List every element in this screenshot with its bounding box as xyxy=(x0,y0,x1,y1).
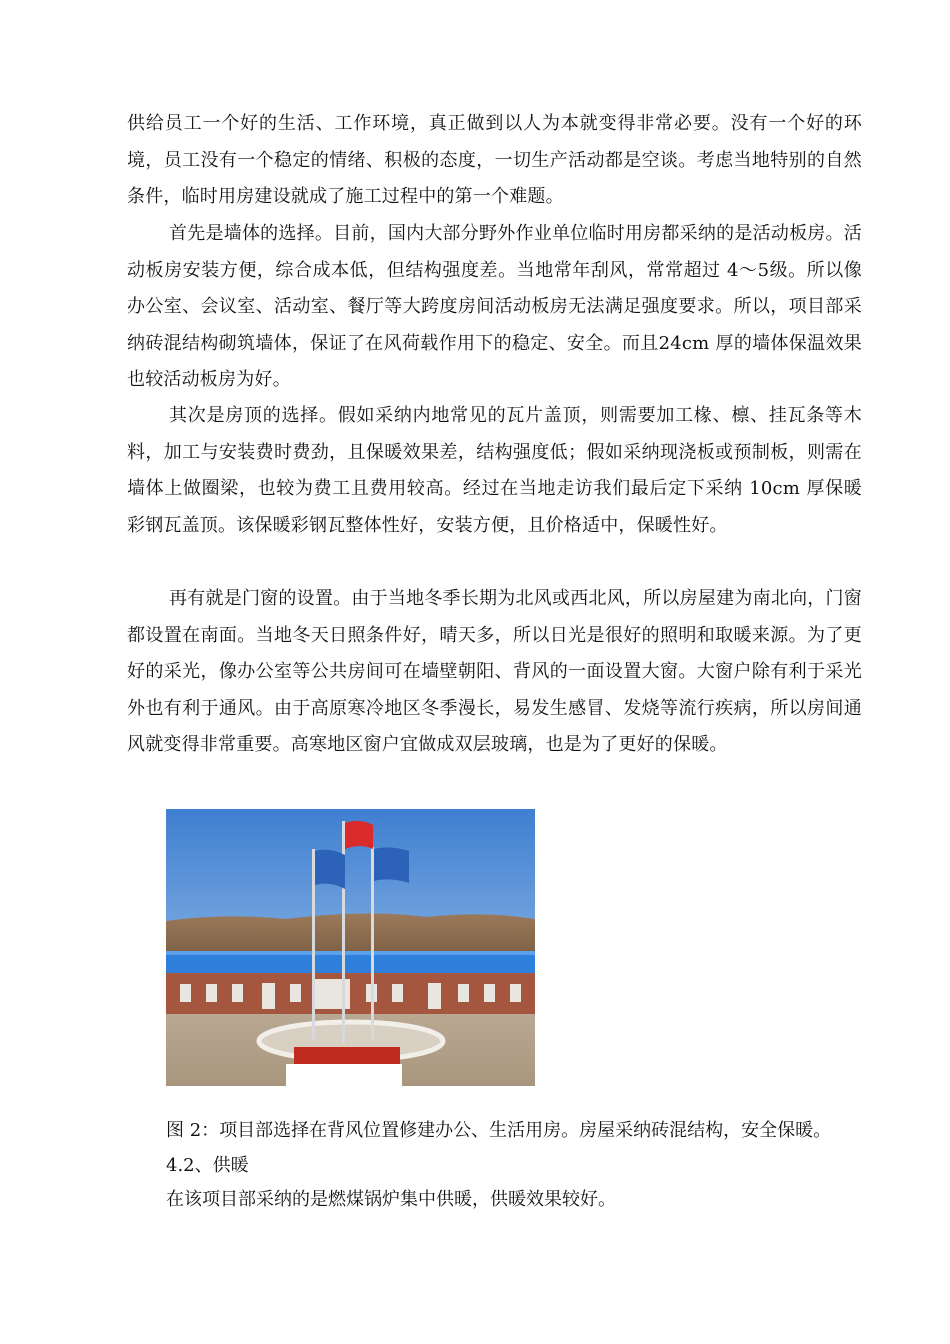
paragraph-intro: 供给员工一个好的生活、工作环境，真正做到以人为本就变得非常必要。没有一个好的环境，员工没有一个稳定的情绪、积极的态度，一切生产活动都是空谈。考虑当地特别的自然条件，临时用房建设就成了施工过程中的第一个难题。 xyxy=(127,113,862,208)
paragraph-roof: 其次是房顶的选择。假如采纳内地常见的瓦片盖顶，则需要加工椽、檩、挂瓦条等木料，加工与安装费时费劲，且保暖效果差，结构强度低；假如采纳现浇板或预制板，则需在墙体上做圈梁，也较为费工且费用较高。经过在当地走访我们最后定下采纳 10cm 厚保暖彩钢瓦盖顶。该保暖彩钢瓦整体性好，安装方便，且价格适中，保暖性好。 xyxy=(127,405,862,536)
paragraph-windows: 再有就是门窗的设置。由于当地冬季长期为北风或西北风，所以房屋建为南北向，门窗都设置在南面。当地冬天日照条件好，晴天多，所以日光是很好的照明和取暖来源。为了更好的采光，像办公室等公共房间可在墙壁朝阳、背风的一面设置大窗。大窗户除有利于采光外也有利于通风。由于高原寒冷地区冬季漫长，易发生感冒、发烧等流行疾病，所以房间通风就变得非常重要。高寒地区窗户宜做成双层玻璃，也是为了更好的保暖。 xyxy=(127,588,862,756)
section-heading: 4.2、供暖 xyxy=(166,1155,249,1176)
site-photo xyxy=(166,809,535,1086)
figure-caption: 图 2：项目部选择在背风位置修建办公、生活用房。房屋采纳砖混结构，安全保暖。 xyxy=(166,1120,832,1141)
section-body: 在该项目部采纳的是燃煤锅炉集中供暖，供暖效果较好。 xyxy=(166,1189,616,1210)
paragraph-walls: 首先是墙体的选择。目前，国内大部分野外作业单位临时用房都采纳的是活动板房。活动板房安装方便，综合成本低，但结构强度差。当地常年刮风，常常超过 4～5级。所以像办公室、会议室、活动室、餐厅等大跨度房间活动板房无法满足强度要求。所以，项目部采纳砖混结构砌筑墙体，保证了在风荷载作用下的稳定、安全。而且24cm 厚的墙体保温效果也较活动板房为好。 xyxy=(127,223,862,391)
